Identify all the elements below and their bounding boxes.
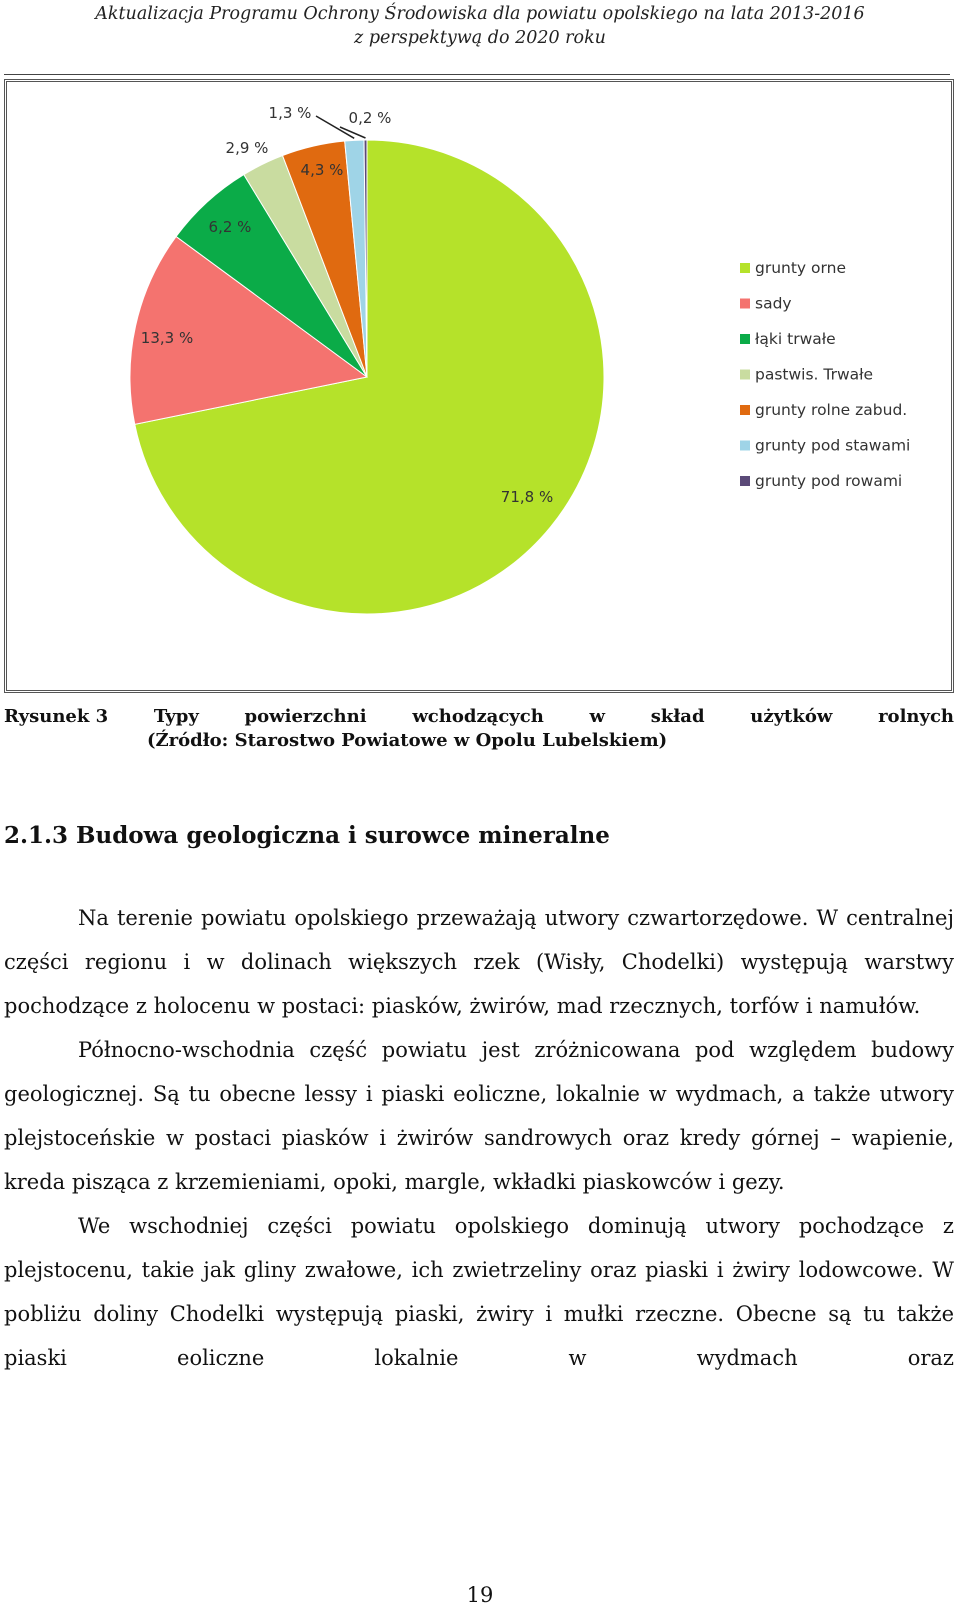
- caption-word: w: [589, 706, 606, 727]
- legend-swatch: [740, 299, 750, 309]
- legend-swatch: [740, 405, 750, 415]
- paragraph: We wschodniej części powiatu opolskiego dominują utwory pochodzące z plejstocenu, takie jak gliny zwałowe, ich zwietrzeliny oraz piaski i żwiry lodowcowe. W pobliżu doliny Chodelki występują piaski, żwiry i mułki rzeczne. Obecne są tu także piaski eoliczne lokalnie w wydmach oraz: [4, 1214, 954, 1370]
- paragraph: Na terenie powiatu opolskiego przeważają utwory czwartorzędowe. W centralnej części regionu i w dolinach większych rzek (Wisły, Chodelki) występują warstwy pochodzące z holocenu w postaci: piasków, żwirów, mad rzecznych, torfów i namułów.: [4, 906, 954, 1018]
- page-number: 19: [466, 1583, 494, 1607]
- caption-word: powierzchni: [244, 706, 367, 727]
- legend-label: pastwis. Trwałe: [755, 365, 874, 384]
- paragraph: Północno-wschodnia część powiatu jest zróżnicowana pod względem budowy geologicznej. Są tu obecne lessy i piaski eoliczne, lokalnie w wydmach, a także utwory plejstoceńskie w postaci piasków i żwirów sandrowych oraz kredy górnej – wapienie, kreda pisząca z krzemieniami, opoki, margle, wkładki piaskowców i gezy.: [4, 1038, 954, 1194]
- header-rule: [4, 74, 950, 75]
- caption-word: Rysunek 3: [4, 706, 109, 727]
- caption-word: rolnych: [878, 706, 954, 727]
- legend-label: sady: [755, 294, 792, 313]
- figure-caption: [4, 705, 954, 753]
- slice-data-label: 2,9 %: [225, 139, 269, 157]
- slice-data-label: 0,2 %: [348, 109, 392, 127]
- caption-word: użytków: [750, 706, 833, 727]
- slice-data-label: 1,3 %: [268, 104, 312, 122]
- caption-line: [4, 705, 954, 729]
- section-heading: 2.1.3 Budowa geologiczna i surowce mineralne: [4, 822, 610, 849]
- caption-word: Typy: [153, 706, 199, 727]
- chart-frame: [4, 79, 954, 693]
- page-header: [0, 2, 960, 50]
- slice-data-label: 4,3 %: [300, 161, 344, 179]
- pie-chart: [7, 82, 951, 690]
- legend-label: grunty pod stawami: [755, 436, 911, 455]
- legend-label: grunty rolne zabud.: [755, 401, 908, 419]
- slice-data-label: 6,2 %: [208, 218, 252, 236]
- header-line-1: Aktualizacja Programu Ochrony Środowiska dla powiatu opolskiego na lata 2013-2016: [95, 4, 865, 24]
- legend-label: grunty pod rowami: [755, 472, 903, 490]
- legend-swatch: [740, 476, 750, 486]
- legend-label: grunty orne: [755, 259, 846, 277]
- body-text: [4, 896, 954, 1380]
- header-line-2: z perspektywą do 2020 roku: [354, 28, 606, 48]
- caption-word: skład: [650, 706, 705, 727]
- legend-swatch: [740, 334, 750, 344]
- legend-label: łąki trwałe: [755, 330, 836, 348]
- legend-swatch: [740, 263, 750, 273]
- slice-data-label: 13,3 %: [140, 329, 194, 347]
- legend-swatch: [740, 370, 750, 380]
- caption-source: (Źródło: Starostwo Powiatowe w Opolu Lubelskiem): [147, 730, 668, 751]
- legend-swatch: [740, 441, 750, 451]
- slice-data-label: 71,8 %: [500, 488, 554, 506]
- caption-word: wchodzących: [412, 706, 544, 727]
